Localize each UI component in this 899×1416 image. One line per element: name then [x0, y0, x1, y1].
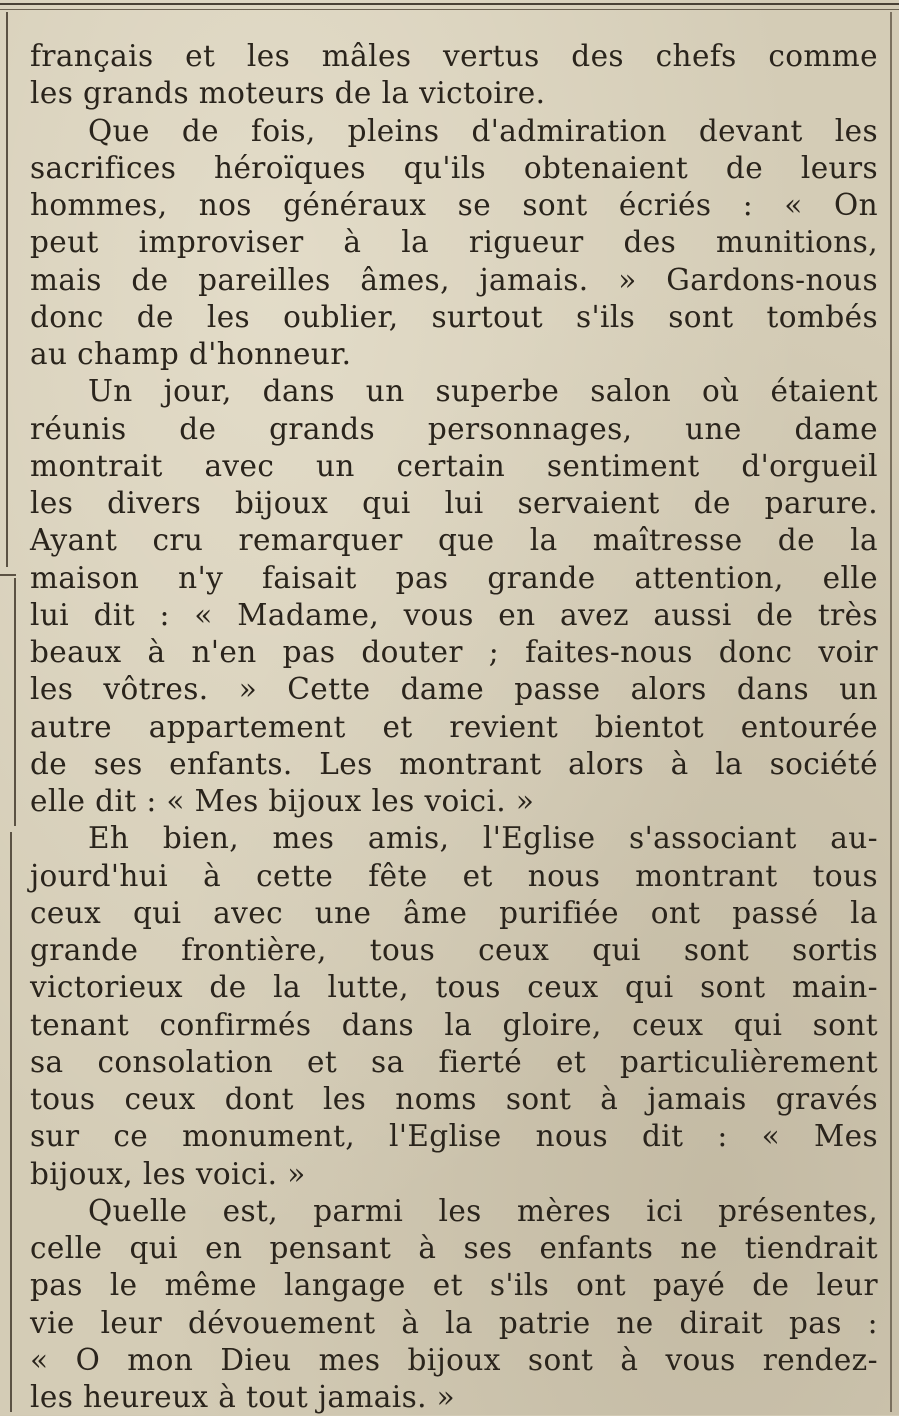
- text-line: Eh bien, mes amis, l'Eglise s'associant au-: [88, 821, 878, 856]
- left-rule-tick: [0, 574, 16, 576]
- text-line: pas le même langage et s'ils ont payé de leur: [30, 1268, 878, 1303]
- text-line: montrait avec un certain sentiment d'orgueil: [30, 448, 878, 483]
- text-line: donc de les oublier, surtout s'ils sont tombés: [30, 299, 878, 334]
- text-line: jourd'hui à cette fête et nous montrant tous: [30, 858, 878, 893]
- text-line: réunis de grands personnages, une dame: [30, 411, 878, 446]
- text-line: de ses enfants. Les montrant alors à la société: [30, 746, 878, 781]
- text-line: ceux qui avec une âme purifiée ont passé la: [30, 895, 878, 930]
- text-line: bijoux, les voici. »: [30, 1156, 306, 1191]
- text-line: Que de fois, pleins d'admiration devant les: [88, 113, 878, 148]
- left-column-rule: [6, 12, 8, 567]
- text-line: les grands moteurs de la victoire.: [30, 76, 546, 111]
- text-line: lui dit : « Madame, vous en avez aussi de très: [30, 597, 878, 632]
- right-column-rule: [890, 12, 892, 1412]
- top-column-rule: [0, 3, 899, 10]
- paragraph-4: [30, 820, 878, 1193]
- text-line: tenant confirmés dans la gloire, ceux qui sont: [30, 1007, 878, 1042]
- text-line: vie leur dévouement à la patrie ne dirait pas :: [30, 1305, 878, 1340]
- text-line: les vôtres. » Cette dame passe alors dans un: [30, 672, 878, 707]
- text-line: Quelle est, parmi les mères ici présentes,: [88, 1193, 878, 1228]
- text-line: Un jour, dans un superbe salon où étaient: [88, 374, 878, 409]
- text-line: beaux à n'en pas douter ; faites-nous donc voir: [30, 635, 878, 669]
- text-line: grande frontière, tous ceux qui sont sortis: [30, 933, 878, 967]
- left-column-rule: [10, 832, 12, 1412]
- paragraph-3: [30, 373, 878, 820]
- text-line: au champ d'honneur.: [30, 337, 352, 371]
- text-line: mais de pareilles âmes, jamais. » Gardons-nous: [30, 262, 878, 297]
- text-line: celle qui en pensant à ses enfants ne tiendrait: [30, 1231, 878, 1265]
- text-line: victorieux de la lutte, tous ceux qui sont main-: [30, 970, 878, 1005]
- text-line: tous ceux dont les noms sont à jamais gravés: [30, 1082, 878, 1116]
- text-line: sa consolation et sa fierté et particulièrement: [30, 1044, 878, 1079]
- left-column-rule: [14, 578, 16, 826]
- text-line: les heureux à tout jamais. »: [30, 1380, 456, 1414]
- text-line: autre appartement et revient bientot entourée: [30, 709, 878, 744]
- text-line: français et les mâles vertus des chefs comme: [30, 39, 878, 73]
- text-line: peut improviser à la rigueur des munitions,: [30, 225, 878, 260]
- text-line: sacrifices héroïques qu'ils obtenaient de leurs: [30, 150, 878, 185]
- text-line: « O mon Dieu mes bijoux sont à vous rendez-: [30, 1342, 878, 1377]
- paragraph-1: [30, 38, 878, 113]
- text-line: Ayant cru remarquer que la maîtresse de la: [30, 523, 878, 558]
- paragraph-2: [30, 113, 878, 374]
- paragraph-5: [30, 1193, 878, 1416]
- text-line: hommes, nos généraux se sont écriés : « On: [30, 188, 878, 222]
- article-column: [30, 38, 878, 1416]
- text-line: sur ce monument, l'Eglise nous dit : « Mes: [30, 1119, 878, 1154]
- text-line: maison n'y faisait pas grande attention, elle: [30, 560, 878, 595]
- text-line: les divers bijoux qui lui servaient de parure.: [30, 486, 878, 520]
- text-line: elle dit : « Mes bijoux les voici. »: [30, 784, 535, 818]
